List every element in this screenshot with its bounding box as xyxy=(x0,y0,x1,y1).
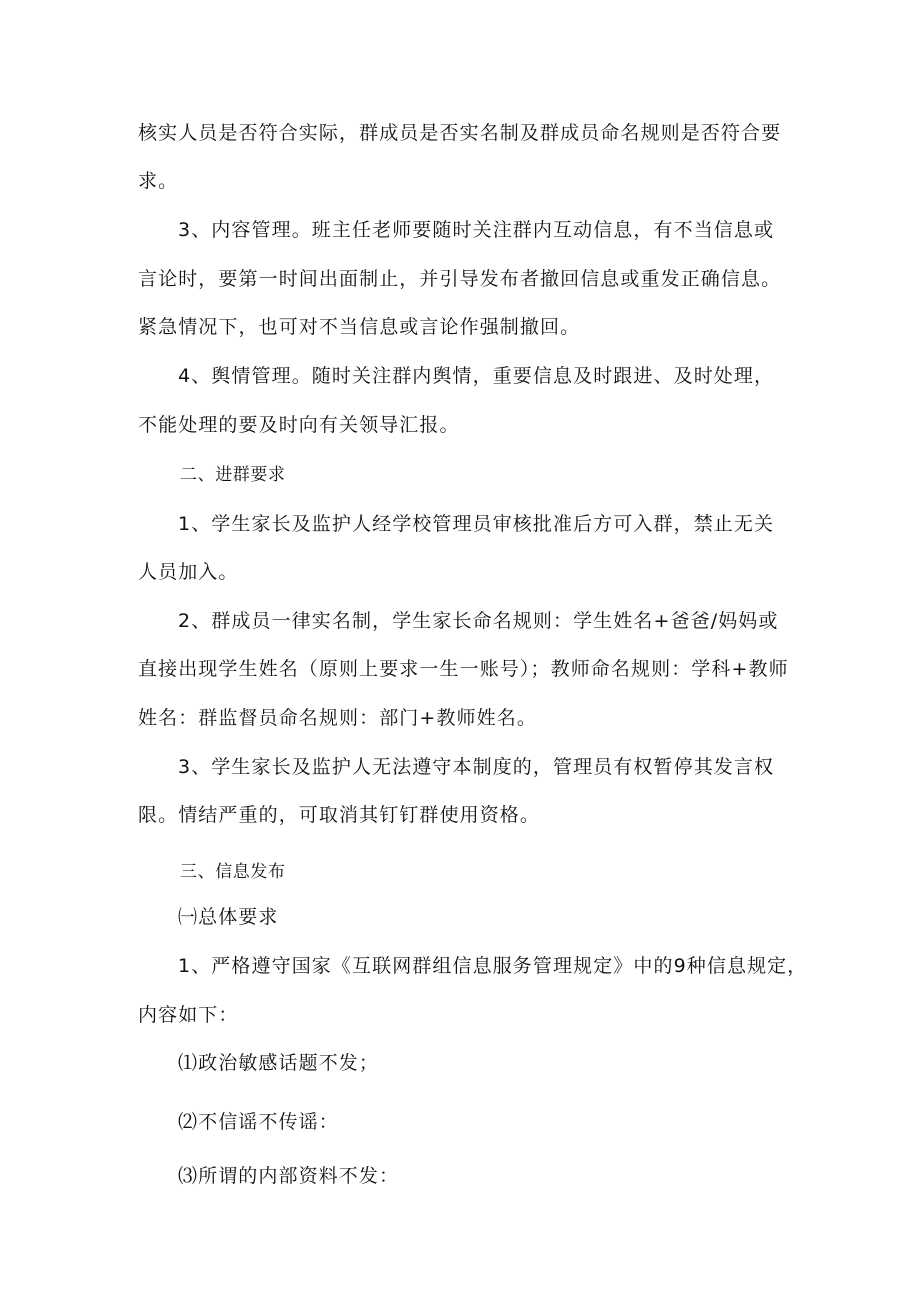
paragraph-line: 言论时，要第一时间出面制止，并引导发布者撤回信息或重发正确信息。 xyxy=(138,268,782,290)
list-item: ⑶所谓的内部资料不发： xyxy=(178,1165,400,1187)
paragraph-line: 3、学生家长及监护人无法遵守本制度的，管理员有权暂停其发言权 xyxy=(178,756,775,778)
section-heading: 三、信息发布 xyxy=(180,862,286,882)
paragraph-line: 1、严格遵守国家《互联网群组信息服务管理规定》中的9种信息规定， xyxy=(178,955,808,977)
paragraph-line: 直接出现学生姓名（原则上要求一生一账号）；教师命名规则：学科+教师 xyxy=(138,658,789,680)
paragraph-line: 限。情结严重的，可取消其钉钉群使用资格。 xyxy=(138,804,541,826)
paragraph-line: 人员加入。 xyxy=(138,561,239,583)
paragraph-line: 1、学生家长及监护人经学校管理员审核批准后方可入群，禁止无关 xyxy=(178,513,775,535)
paragraph-line: 不能处理的要及时向有关领导汇报。 xyxy=(138,414,460,436)
paragraph-line: 姓名：群监督员命名规则：部门+教师姓名。 xyxy=(138,707,537,729)
list-item: ⑴政治敏感话题不发； xyxy=(178,1052,380,1074)
paragraph-line: 2、群成员一律实名制，学生家长命名规则：学生姓名+爸爸/妈妈或 xyxy=(178,610,779,632)
paragraph-line: 核实人员是否符合实际，群成员是否实名制及群成员命名规则是否符合要 xyxy=(138,122,782,144)
list-item: ⑵不信谣不传谣： xyxy=(178,1111,339,1133)
paragraph-line: 求。 xyxy=(138,170,179,192)
paragraph-line: 4、舆情管理。随时关注群内舆情，重要信息及时跟进、及时处理， xyxy=(178,365,775,387)
section-heading: 二、进群要求 xyxy=(180,465,286,485)
paragraph-line: 紧急情况下，也可对不当信息或言论作强制撤回。 xyxy=(138,316,581,338)
paragraph-line: 3、内容管理。班主任老师要随时关注群内互动信息，有不当信息或 xyxy=(178,219,775,241)
subsection-heading: ㈠总体要求 xyxy=(178,906,279,928)
paragraph-line: 内容如下： xyxy=(138,1004,239,1026)
